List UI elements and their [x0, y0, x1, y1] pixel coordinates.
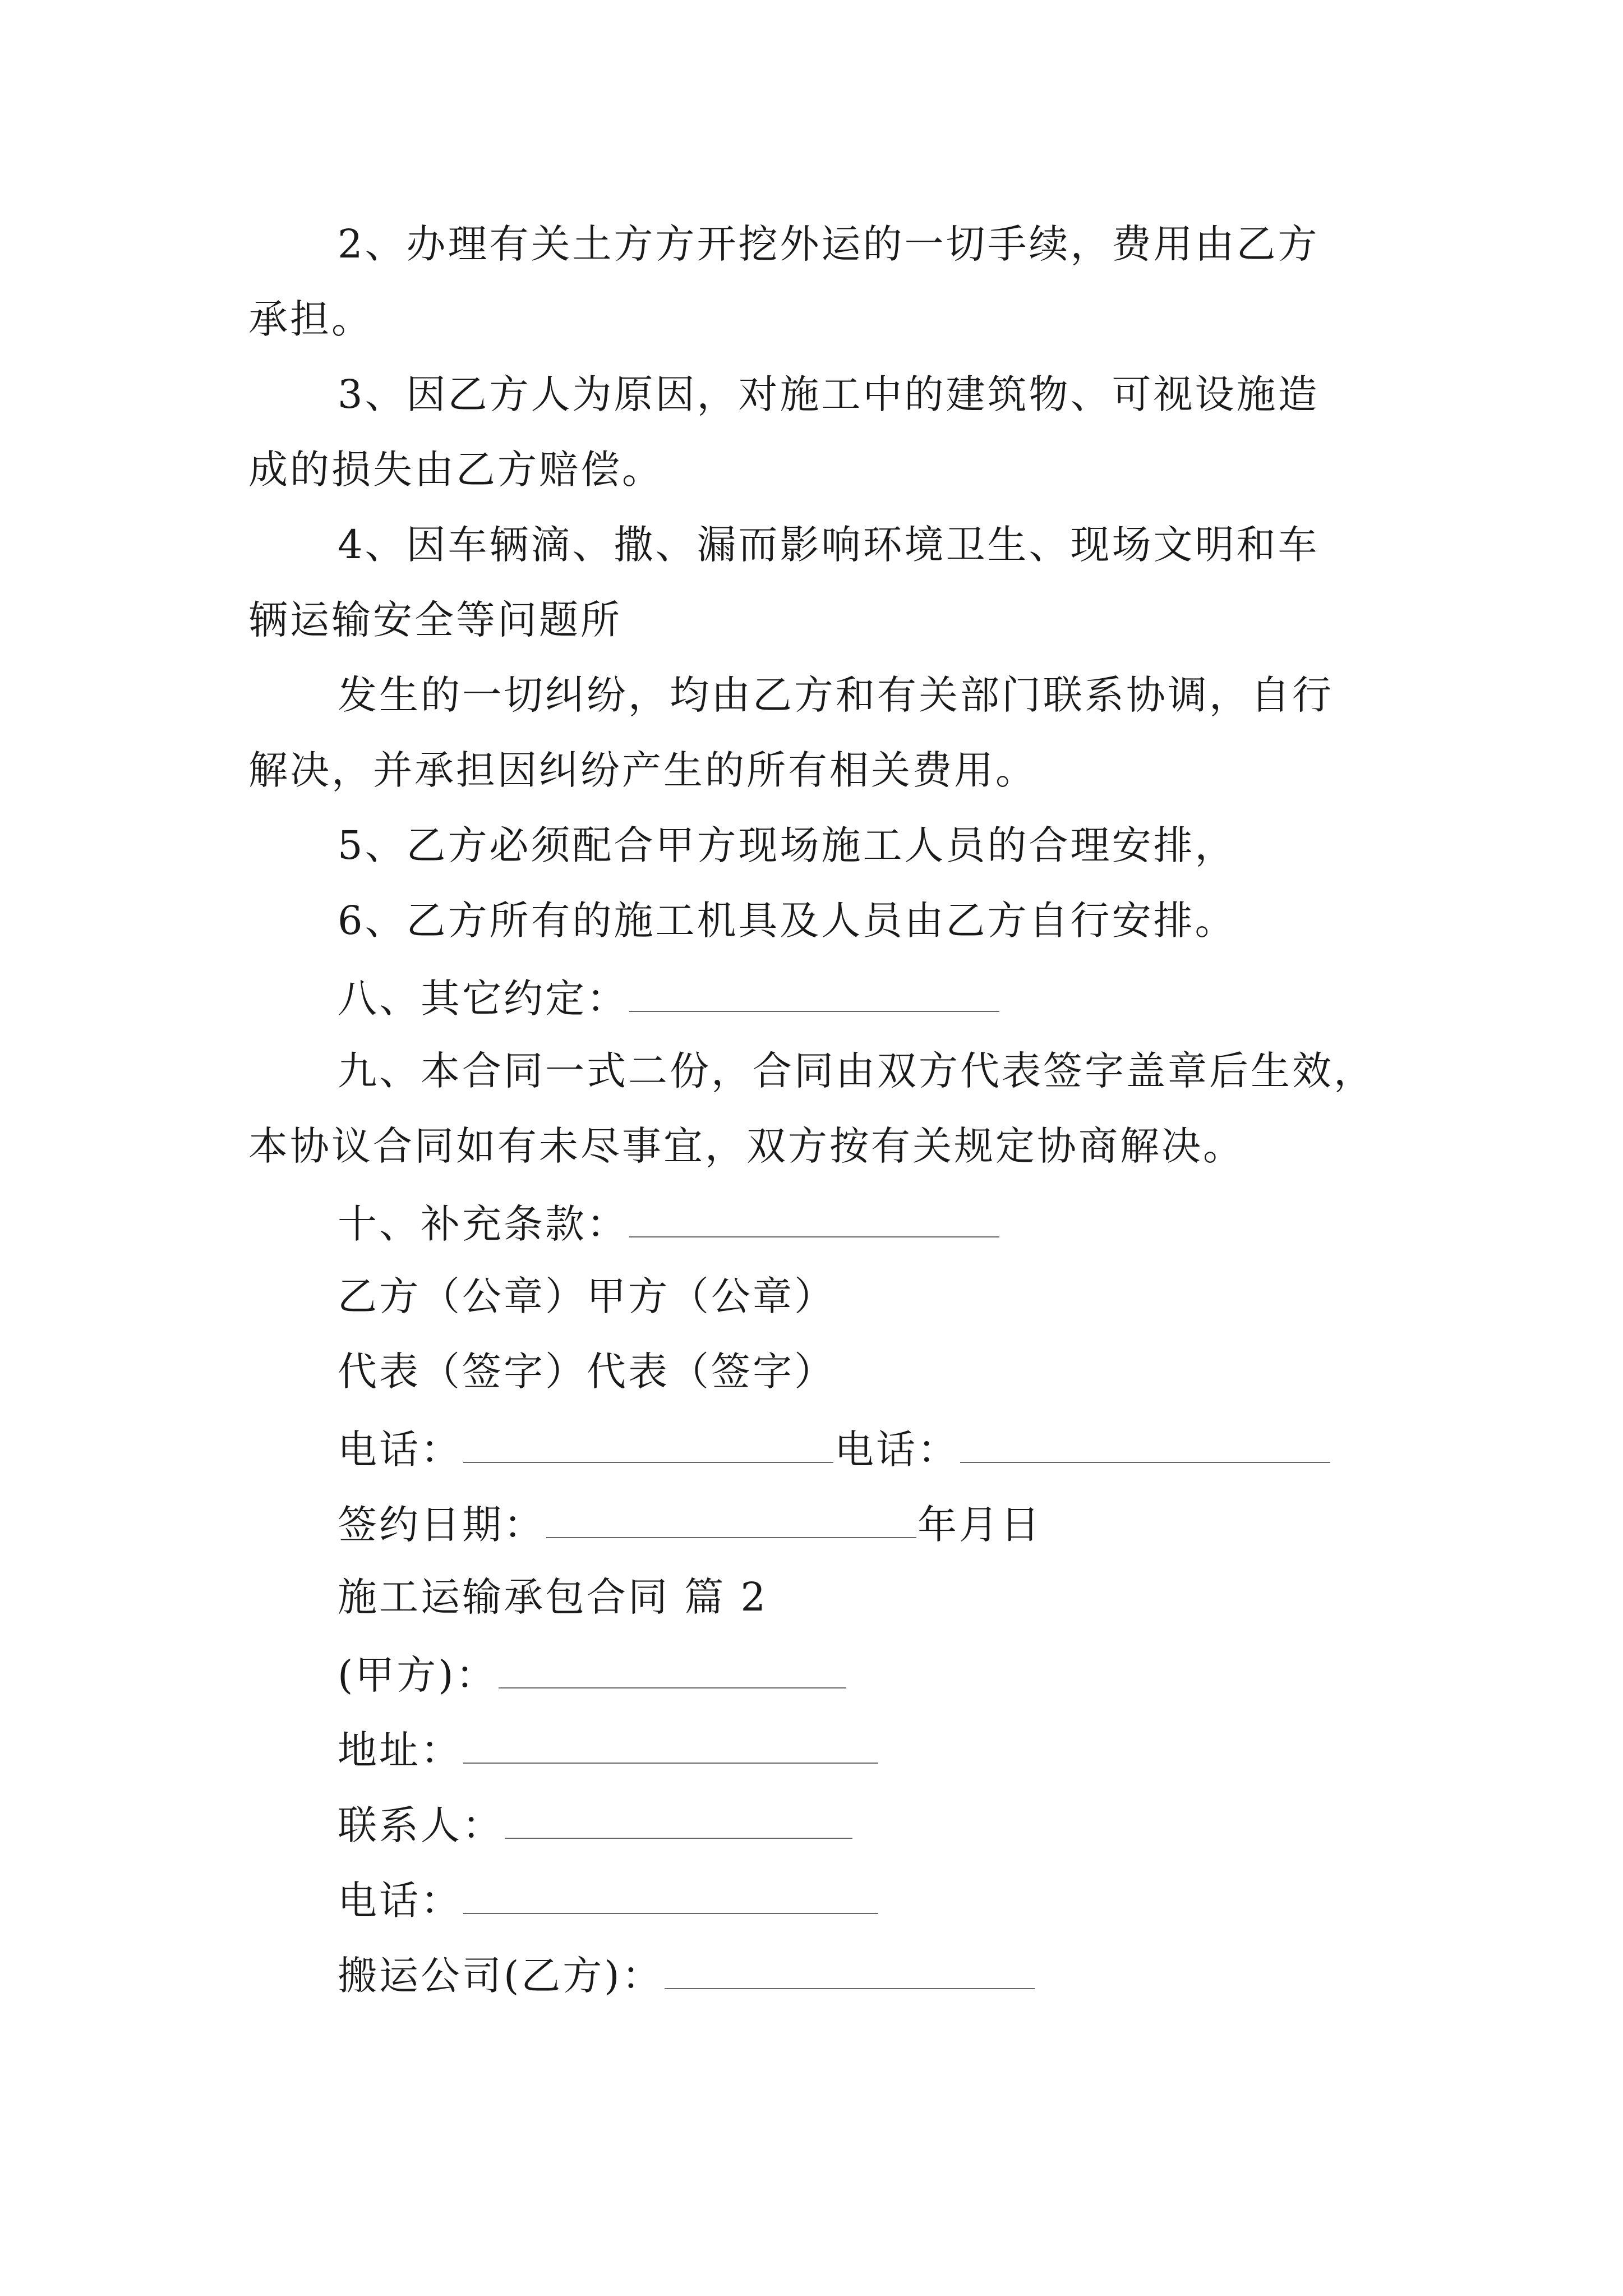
clause-4-cont-line-2: 解决，并承担因纠纷产生的所有相关费用。: [248, 747, 1037, 793]
moving-company-line: [338, 1953, 1036, 1999]
phone-blank-b[interactable]: [463, 1427, 833, 1463]
moving-company-label: 搬运公司(乙方)：: [338, 1953, 663, 1999]
clause-4-line-1: 4、因车辆滴、撒、漏而影响环境卫生、现场文明和车: [338, 522, 1320, 568]
party-a-blank[interactable]: [499, 1653, 846, 1688]
clause-3-line-2: 成的损失由乙方赔偿。: [248, 447, 663, 493]
phone-blank-a[interactable]: [960, 1427, 1330, 1463]
phone-label-b: 电话：: [338, 1427, 462, 1473]
section-9-line-2: 本协议合同如有未尽事宜，双方按有关规定协商解决。: [248, 1123, 1244, 1169]
seal-line: 乙方（公章）甲方（公章）: [338, 1273, 836, 1319]
clause-2-line-1: 2、办理有关土方方开挖外运的一切手续，费用由乙方: [338, 221, 1320, 267]
signature-line: 代表（签字）代表（签字）: [338, 1349, 836, 1395]
clause-2-line-2: 承担。: [248, 296, 373, 342]
address-label: 地址：: [338, 1727, 462, 1773]
contact-label: 联系人：: [338, 1802, 504, 1848]
section-8-label: 八、其它约定：: [338, 976, 628, 1022]
section-10-label: 十、补充条款：: [338, 1201, 628, 1247]
section-9-line-1: 九、本合同一式二份，合同由双方代表签字盖章后生效，: [338, 1048, 1375, 1094]
sign-date-label: 签约日期：: [338, 1502, 545, 1548]
phone-blank-2[interactable]: [463, 1878, 878, 1914]
phone-label-a: 电话：: [834, 1427, 959, 1473]
address-line: [338, 1727, 879, 1773]
supplement-blank[interactable]: [629, 1202, 999, 1237]
clause-4-cont-line-1: 发生的一切纠纷，均由乙方和有关部门联系协调，自行: [338, 672, 1334, 718]
phone-line-2: [338, 1878, 879, 1924]
sign-date-suffix: 年月日: [917, 1502, 1042, 1548]
party-a-label: (甲方)：: [338, 1652, 497, 1698]
contract-2-title: 施工运输承包合同 篇 2: [338, 1574, 768, 1620]
section-10-supplement: [338, 1201, 1000, 1247]
sign-date-blank[interactable]: [546, 1502, 916, 1538]
clause-6: 6、乙方所有的施工机具及人员由乙方自行安排。: [338, 898, 1237, 944]
sign-date-line: [338, 1502, 1042, 1548]
party-a-line: [338, 1652, 847, 1698]
section-8-other: [338, 976, 1000, 1022]
phone-line: [338, 1427, 1331, 1473]
phone-label-2: 电话：: [338, 1878, 462, 1924]
moving-company-blank[interactable]: [665, 1953, 1035, 1989]
contact-blank[interactable]: [505, 1803, 852, 1839]
clause-5: 5、乙方必须配合甲方现场施工人员的合理安排，: [338, 822, 1237, 868]
clause-3-line-1: 3、因乙方人为原因，对施工中的建筑物、可视设施造: [338, 371, 1320, 417]
address-blank[interactable]: [463, 1728, 878, 1764]
other-terms-blank[interactable]: [629, 976, 999, 1012]
clause-4-line-2: 辆运输安全等问题所: [248, 597, 622, 643]
contact-line: [338, 1802, 854, 1848]
